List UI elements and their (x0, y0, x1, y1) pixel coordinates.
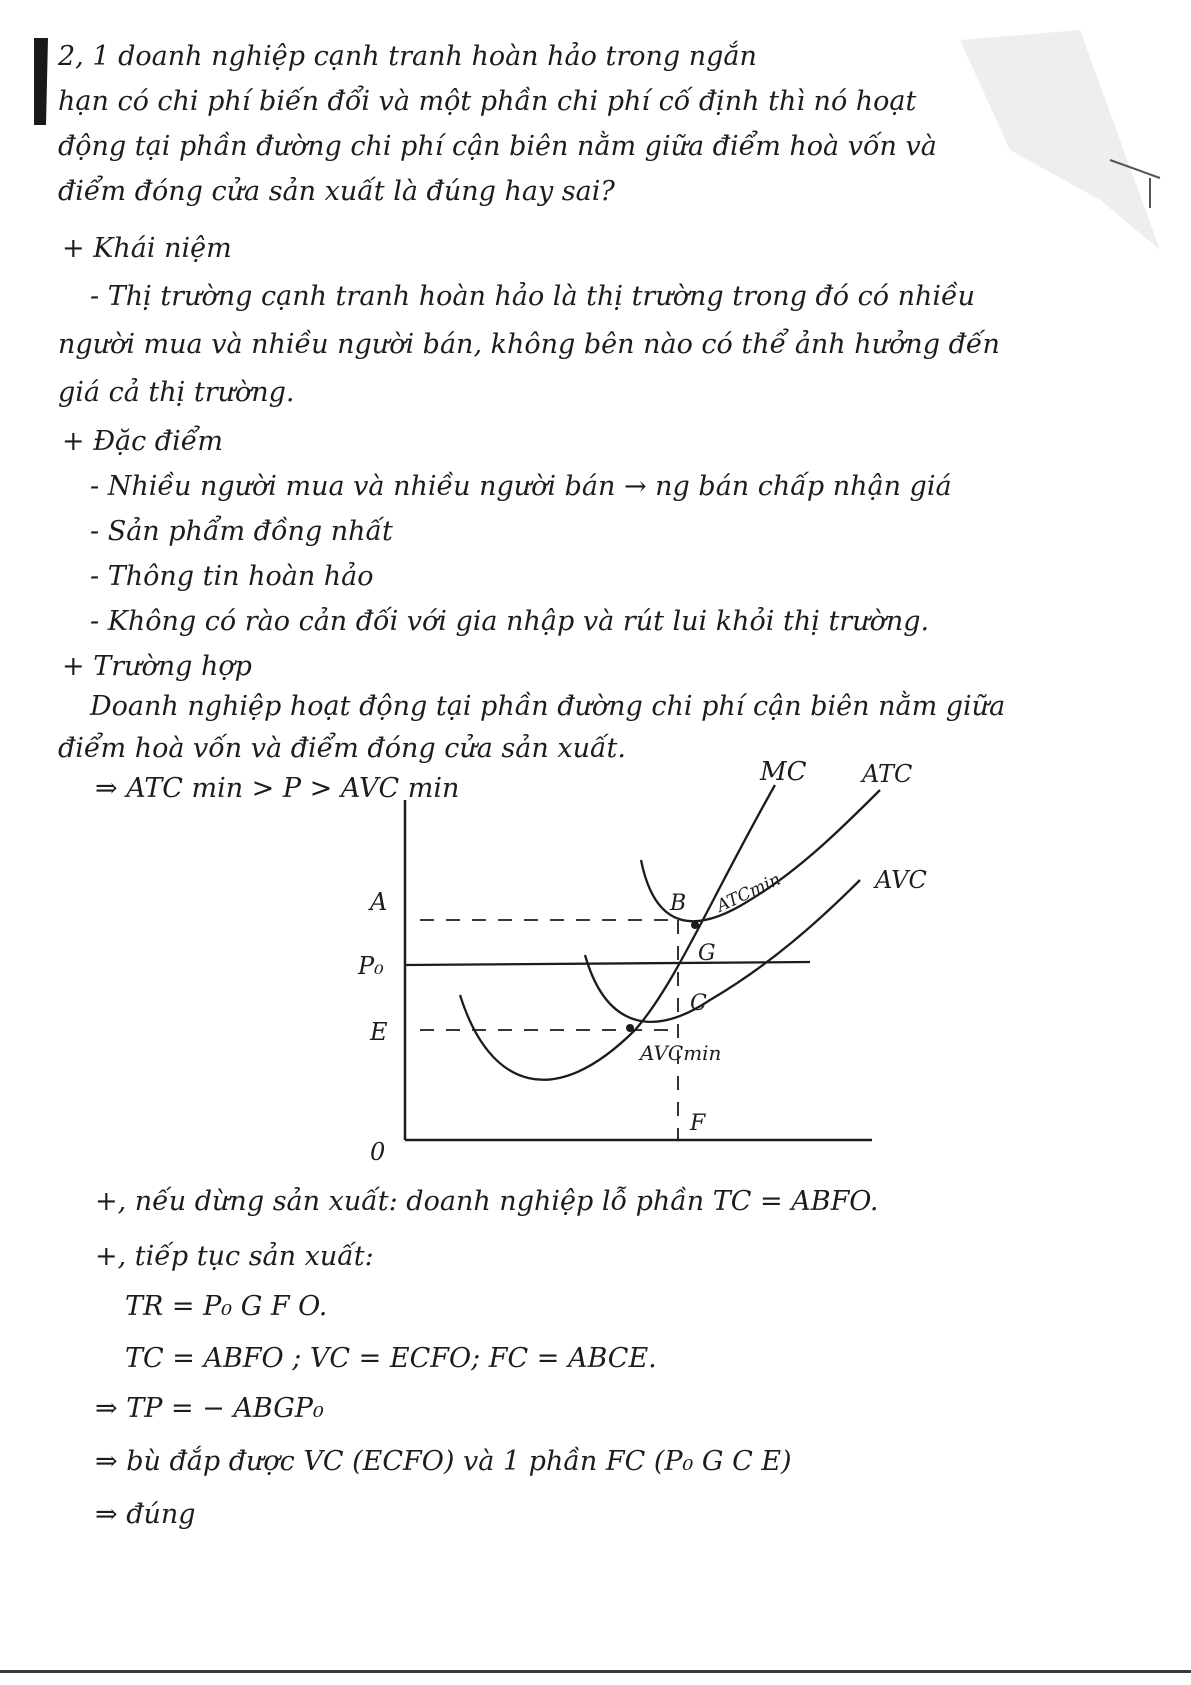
label-f: F (690, 1111, 706, 1136)
label-avc: AVC (875, 866, 927, 894)
price-line-p0 (405, 962, 810, 965)
question-line-4: điểm đóng cửa sản xuất là đúng hay sai? (58, 176, 615, 207)
label-atc: ATC (862, 760, 913, 788)
label-p0: P₀ (358, 952, 384, 980)
dac-diem-item-4: - Không có rào cản đối với gia nhập và rút lui khỏi thị trường. (90, 606, 930, 637)
khai-niem-line-1: - Thị trường cạnh tranh hoàn hảo là thị trường trong đó có nhiều (90, 281, 976, 312)
label-c: C (690, 991, 707, 1016)
label-a: A (370, 888, 388, 916)
conclusion-tr: TR = P₀ G F O. (125, 1291, 328, 1322)
label-b: B (670, 891, 687, 916)
dac-diem-item-1: - Nhiều người mua và nhiều người bán → ng bán chấp nhận giá (90, 471, 952, 502)
label-e: E (370, 1018, 388, 1046)
truong-hop-line-1: Doanh nghiệp hoạt động tại phần đường chi phí cận biên nằm giữa (90, 691, 1006, 722)
dac-diem-item-2: - Sản phẩm đồng nhất (90, 516, 393, 547)
conclusion-tp: ⇒ TP = − ABGP₀ (95, 1393, 324, 1424)
question-line-3: động tại phần đường chi phí cận biên nằm giữa điểm hoà vốn và (58, 131, 937, 162)
point-atc-min (691, 921, 699, 929)
conclusion-answer: ⇒ đúng (95, 1499, 196, 1530)
heading-khai-niem: + Khái niệm (62, 233, 232, 264)
label-g: G (698, 941, 716, 966)
truong-hop-line-2: điểm hoà vốn và điểm đóng cửa sản xuất. (58, 733, 626, 764)
khai-niem-line-3: giá cả thị trường. (58, 377, 295, 408)
label-avcmin: AVCmin (640, 1041, 722, 1065)
conclusion-line-1: +, nếu dừng sản xuất: doanh nghiệp lỗ phần TC = ABFO. (95, 1186, 879, 1217)
question-line-2: hạn có chi phí biến đổi và một phần chi phí cố định thì nó hoạt (58, 86, 917, 117)
heading-dac-diem: + Đặc điểm (62, 426, 223, 457)
khai-niem-line-2: người mua và nhiều người bán, không bên nào có thể ảnh hưởng đến (58, 329, 1000, 360)
conclusion-bu-dap: ⇒ bù đắp được VC (ECFO) và 1 phần FC (P₀ G C E) (95, 1446, 792, 1477)
label-atcmin: ATCmin (713, 869, 784, 917)
mc-curve (460, 785, 775, 1080)
page-bottom-edge (0, 1670, 1191, 1673)
label-origin: 0 (370, 1138, 386, 1166)
question-line-1: 2, 1 doanh nghiệp cạnh tranh hoàn hảo trong ngắn (58, 41, 757, 72)
conclusion-tc-vc-fc: TC = ABFO ; VC = ECFO; FC = ABCE. (125, 1343, 657, 1374)
truong-hop-condition: ⇒ ATC min > P > AVC min (95, 773, 460, 804)
conclusion-line-2: +, tiếp tục sản xuất: (95, 1241, 374, 1272)
point-avc-min (626, 1024, 634, 1032)
label-mc: MC (760, 760, 807, 787)
cost-curve-graph (340, 760, 960, 1180)
heading-truong-hop: + Trường hợp (62, 651, 252, 682)
dac-diem-item-3: - Thông tin hoàn hảo (90, 561, 374, 592)
